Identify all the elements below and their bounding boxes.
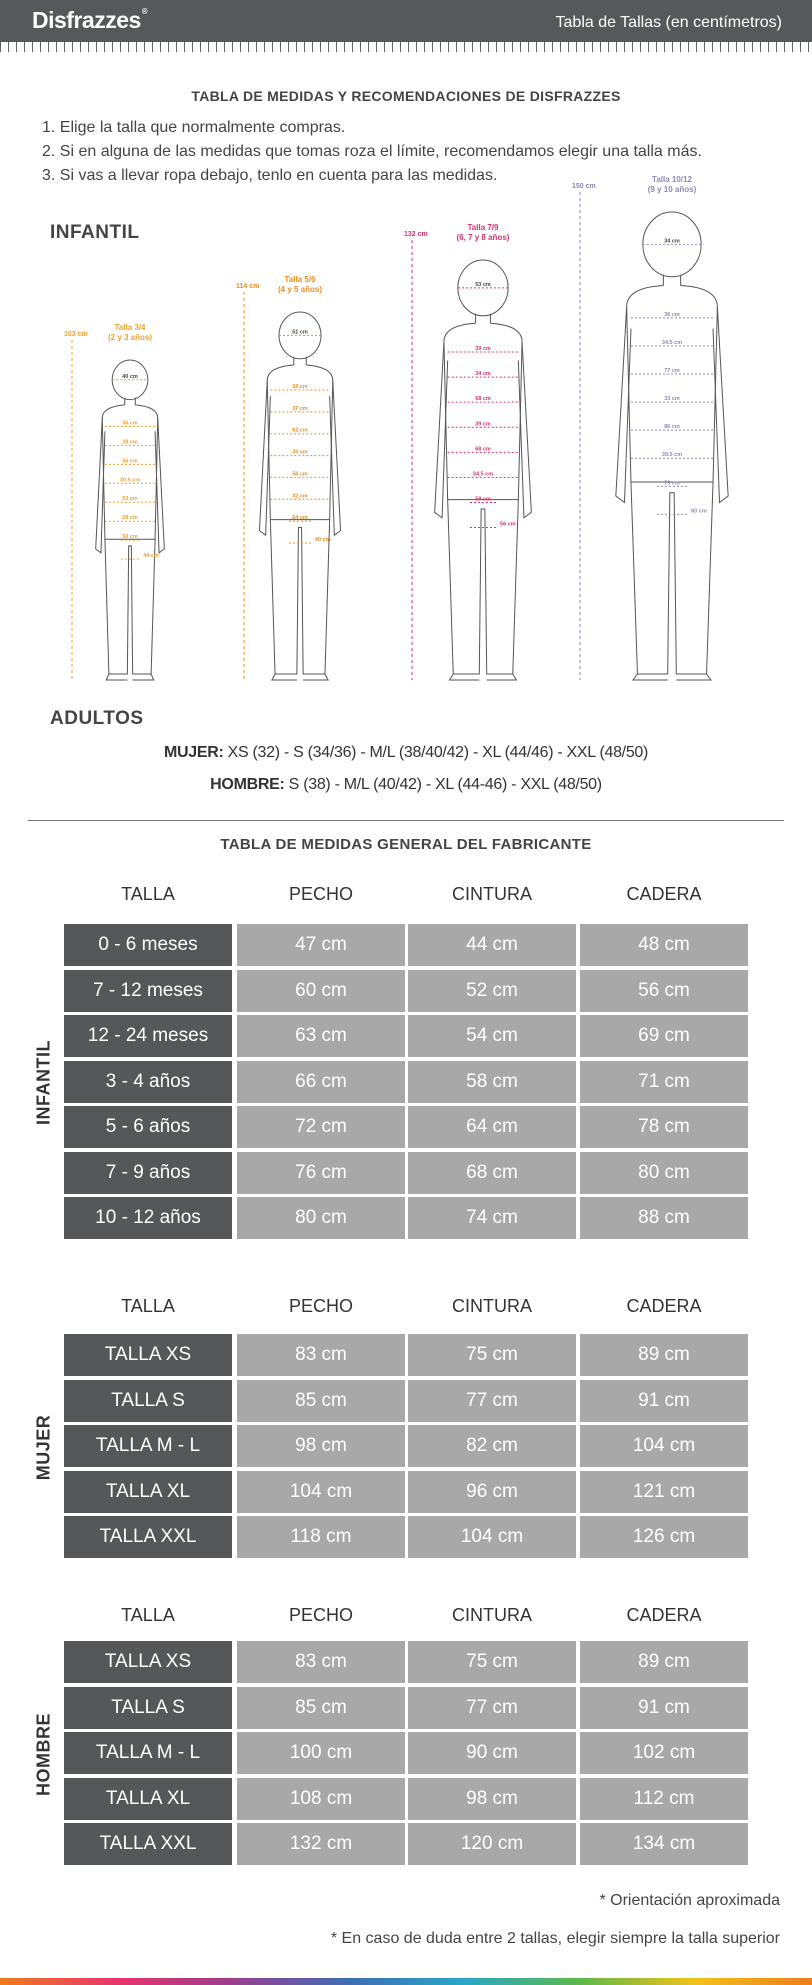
size-cell: TALLA XS [64,1641,232,1683]
measure-cell: 77 cm [408,1380,576,1422]
measure-cell: 82 cm [408,1425,576,1467]
page-title: Tabla de Tallas (en centímetros) [555,14,782,31]
table-category-label: HOMBRE [33,1712,54,1796]
figure-age-range: (9 y 10 años) [647,185,697,194]
measure-label: 34.5 cm [472,471,494,478]
measure-cell: 47 cm [237,924,405,966]
measure-cell: 52 cm [408,970,576,1012]
column-header-cadera: CADERA [626,1605,702,1625]
measure-cell: 80 cm [237,1197,405,1239]
measure-label: 32 cm [292,493,308,500]
measure-cell: 60 cm [237,970,405,1012]
measure-cell: 75 cm [408,1334,576,1376]
figure-feet [450,674,517,680]
measure-label: 37 cm [292,405,308,412]
size-cell: TALLA XL [64,1471,232,1513]
column-header-cintura: CINTURA [452,884,532,904]
measure-cell: 48 cm [580,924,748,966]
measure-cell: 83 cm [237,1641,405,1683]
figure-right-arm [330,381,341,536]
measure-cell: 100 cm [237,1732,405,1774]
measure-label: 34.5 cm [661,339,683,346]
size-cell: TALLA XS [64,1334,232,1376]
column-header-cadera: CADERA [626,884,702,904]
figure-size-title: Talla 5/6 [284,275,316,284]
measure-label: 56 cm [500,521,516,528]
measure-cell: 98 cm [408,1778,576,1820]
mujer-sizes: XS (32) - S (34/36) - M/L (38/40/42) - XL (44/46) - XXL (48/50) [227,744,649,761]
measure-label: 33 cm [664,396,680,403]
measure-cell: 58 cm [408,1061,576,1103]
column-header-talla: TALLA [121,1296,175,1316]
hombre-label: HOMBRE: [210,776,285,793]
measure-cell: 88 cm [580,1197,748,1239]
figure-left-arm [259,381,270,536]
measure-cell: 108 cm [237,1778,405,1820]
measure-cell: 120 cm [408,1823,576,1865]
figure-neck [125,398,136,405]
measure-label: 40 cm [314,537,331,543]
measure-cell: 75 cm [408,1641,576,1683]
height-label: 150 cm [572,183,596,190]
hombre-sizes: S (38) - M/L (40/42) - XL (44-46) - XXL (48/50) [288,776,602,793]
mujer-label: MUJER: [163,744,224,761]
column-header-talla: TALLA [121,1605,175,1625]
measure-cell: 91 cm [580,1687,748,1729]
size-cell: TALLA XXL [64,1823,232,1865]
measure-cell: 44 cm [408,924,576,966]
table-category-label: INFANTIL [33,1040,54,1126]
figure-feet [633,674,711,680]
measure-label: 53 cm [122,496,138,503]
measure-label: 51 cm [292,329,308,336]
measure-label: 32 cm [292,384,308,391]
column-header-cintura: CINTURA [452,1296,532,1316]
measure-cell: 89 cm [580,1334,748,1376]
measure-cell: 91 cm [580,1380,748,1422]
size-cell: 5 - 6 años [64,1106,232,1148]
column-header-pecho: PECHO [288,1605,353,1625]
measure-cell: 89 cm [580,1641,748,1683]
note-orientation: * Orientación aproximada [599,1892,780,1909]
column-header-pecho: PECHO [288,1296,353,1316]
height-label: 103 cm [64,331,88,338]
measure-label: 39 cm [475,346,491,353]
size-cell: 7 - 12 meses [64,970,232,1012]
infantil-heading: INFANTIL [50,222,140,243]
measure-cell: 96 cm [408,1471,576,1513]
measure-label: 62 cm [292,427,308,434]
top-header [0,0,812,42]
measure-cell: 104 cm [237,1471,405,1513]
measure-label: 77 cm [664,368,680,374]
measure-label: 56 cm [292,471,308,478]
recommendations-title: TABLA DE MEDIDAS Y RECOMENDACIONES DE DISFRAZZES [191,88,621,104]
measure-cell: 68 cm [408,1152,576,1194]
measure-label: 79 cm [664,480,680,487]
size-cell: TALLA S [64,1380,232,1422]
size-cell: TALLA XXL [64,1516,232,1558]
height-label: 114 cm [236,283,260,290]
measure-cell: 104 cm [580,1425,748,1467]
measure-cell: 74 cm [408,1197,576,1239]
column-header-pecho: PECHO [288,884,353,904]
measure-label: 28 cm [122,439,138,446]
measure-cell: 126 cm [580,1516,748,1558]
height-label: 132 cm [404,231,428,238]
figure-feet [106,674,154,680]
measure-cell: 77 cm [408,1687,576,1729]
measure-cell: 134 cm [580,1823,748,1865]
general-table-title: TABLA DE MEDIDAS GENERAL DEL FABRICANTE [220,836,592,853]
figure-age-range: (6, 7 y 8 años) [456,233,510,242]
measure-cell: 71 cm [580,1061,748,1103]
section-divider [28,820,784,821]
figure-age-range: (2 y 3 años) [107,333,153,342]
measure-cell: 98 cm [237,1425,405,1467]
measure-label: 28 cm [122,515,138,522]
rule-item: 1. Elige la talla que normalmente compras. [42,119,346,136]
mujer-sizes-line [0,744,812,762]
measure-label: 86 cm [664,424,680,431]
measure-label: 59 cm [475,496,491,503]
measure-label: 56 cm [122,458,138,465]
figure-feet [272,674,328,680]
measure-cell: 85 cm [237,1380,405,1422]
figure-age-range: (4 y 5 años) [277,285,323,294]
ruler-decoration [0,42,812,60]
measure-label: 53 cm [475,281,491,288]
column-header-cintura: CINTURA [452,1605,532,1625]
measure-label: 44 cm [143,553,159,560]
measure-cell: 69 cm [580,1015,748,1057]
adultos-heading: ADULTOS [50,708,144,729]
measure-cell: 64 cm [408,1106,576,1148]
rule-item: 2. Si en alguna de las medidas que tomas roza el límite, recomendamos elegir una talla más. [42,143,702,160]
note-size-doubt: * En caso de duda entre 2 tallas, elegir siempre la talla superior [330,1930,780,1947]
rule-item: 3. Si vas a llevar ropa debajo, tenlo en cuenta para las medidas. [42,167,498,184]
brand-logo[interactable]: Disfrazzes® [32,7,148,33]
figure-size-title: Talla 10/12 [652,175,692,184]
measure-label: 68 cm [475,446,491,453]
measure-label: 34 cm [475,371,491,378]
measure-cell: 78 cm [580,1106,748,1148]
measure-label: 68 cm [475,396,491,403]
measure-label: 36 cm [664,311,680,318]
measure-cell: 121 cm [580,1471,748,1513]
figure-right-arm [155,418,164,553]
measure-cell: 63 cm [237,1015,405,1057]
measure-cell: 76 cm [237,1152,405,1194]
measure-label: 40 cm [122,373,138,380]
figure-left-arm [96,418,105,553]
measure-cell: 132 cm [237,1823,405,1865]
size-cell: 3 - 4 años [64,1061,232,1103]
figure-size-title: Talla 7/9 [467,223,499,232]
measure-cell: 54 cm [408,1015,576,1057]
measure-label: 39 cm [475,421,491,428]
column-header-cadera: CADERA [626,1296,702,1316]
size-cell: TALLA S [64,1687,232,1729]
rainbow-footer-bar [0,1978,812,1985]
size-cell: TALLA XL [64,1778,232,1820]
table-category-label: MUJER [33,1414,54,1481]
measure-label: 50 cm [122,534,138,541]
measure-label: 35 cm [292,449,308,456]
hombre-sizes-line [0,776,812,794]
measure-cell: 80 cm [580,1152,748,1194]
measure-cell: 85 cm [237,1687,405,1729]
figure-size-title: Talla 3/4 [114,323,146,332]
size-cell: TALLA M - L [64,1732,232,1774]
measure-cell: 66 cm [237,1061,405,1103]
measure-label: 36 cm [122,420,138,427]
size-cell: TALLA M - L [64,1425,232,1467]
measure-label: 64 cm [292,515,308,522]
measure-label: 34 cm [664,238,680,245]
recommendations-list [42,116,702,188]
measure-cell: 112 cm [580,1778,748,1820]
measure-label: 30.5 cm [119,477,141,484]
measure-label: 60 cm [691,508,707,515]
size-cell: 12 - 24 meses [64,1015,232,1057]
measure-cell: 56 cm [580,970,748,1012]
size-cell: 0 - 6 meses [64,924,232,966]
measure-cell: 72 cm [237,1106,405,1148]
measure-label: 39.5 cm [661,452,683,459]
measure-cell: 102 cm [580,1732,748,1774]
measure-cell: 83 cm [237,1334,405,1376]
size-cell: 10 - 12 años [64,1197,232,1239]
size-cell: 7 - 9 años [64,1152,232,1194]
column-header-talla: TALLA [121,884,175,904]
measure-cell: 104 cm [408,1516,576,1558]
measure-cell: 90 cm [408,1732,576,1774]
measure-cell: 118 cm [237,1516,405,1558]
